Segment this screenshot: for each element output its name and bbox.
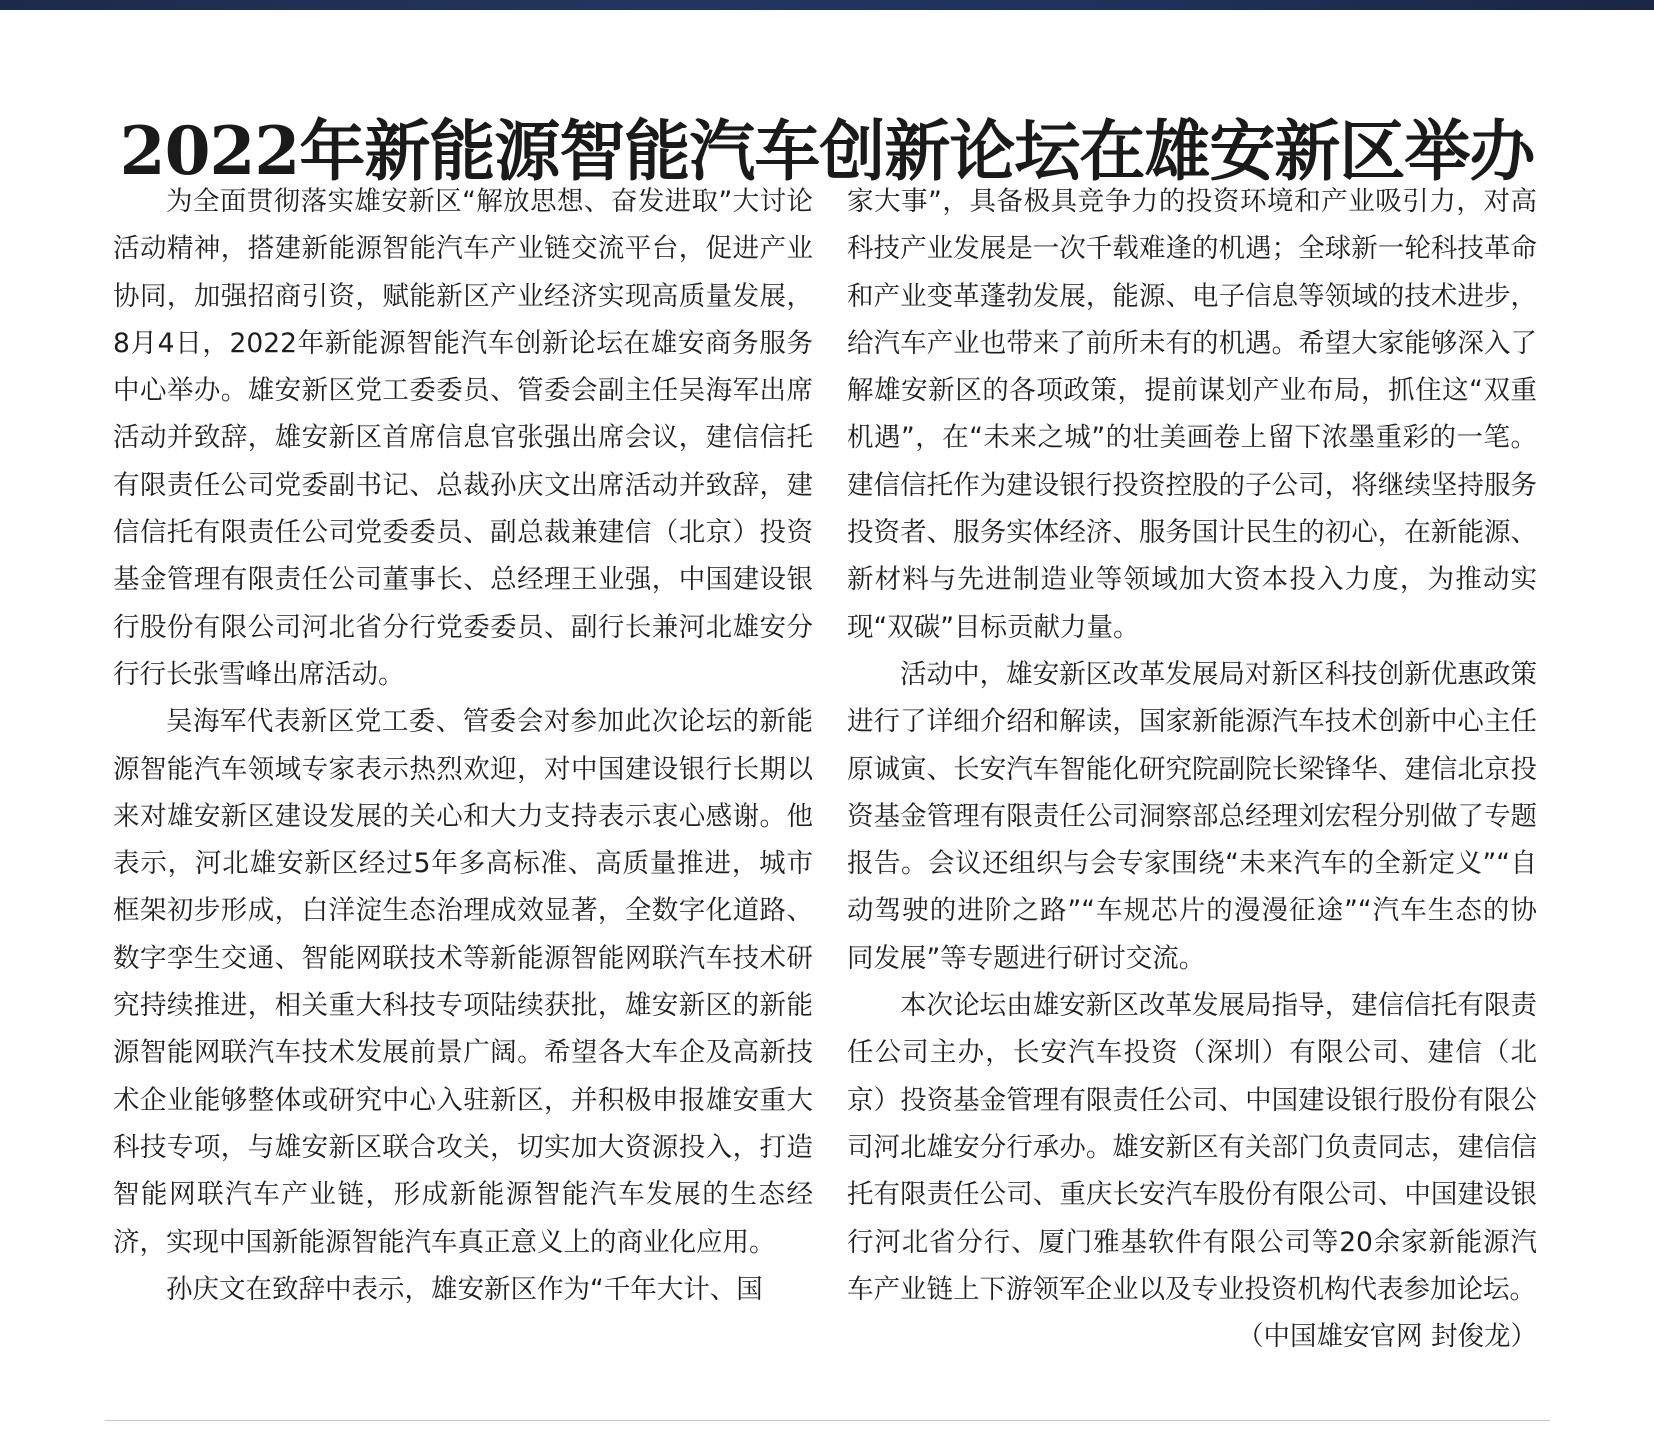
paragraph-4: 活动中，雄安新区改革发展局对新区科技创新优惠政策进行了详细介绍和解读，国家新能源汽车技术创新中心主任原诚寅、长安汽车智能化研究院副院长梁锋华、建信北京投资基金管理有限责任公司洞察部总经理刘宏程分别做了专题报告。会议还组织与会专家围绕“未来汽车的全新定义”“自动驾驶的进阶之路”“车规芯片的漫漫征途”“汽车生态的协同发展”等专题进行研讨交流。 [847, 658, 1537, 974]
right-column [847, 178, 1537, 1360]
bottom-divider [105, 1420, 1550, 1421]
paragraph-5-text: 本次论坛由雄安新区改革发展局指导，建信信托有限责任公司主办，长安汽车投资（深圳）有限公司、建信（北京）投资基金管理有限责任公司、中国建设银行股份有限公司河北雄安分行承办。雄安新区有关部门负责同志，建信信托有限责任公司、重庆长安汽车股份有限公司、中国建设银行河北省分行、厦门雅基软件有限公司等20余家新能源汽车产业链上下游领军企业以及专业投资机构代表参加论坛。 [847, 990, 1537, 1305]
left-column [113, 178, 813, 1313]
top-header-bar [0, 0, 1654, 10]
paragraph-3-continued: 家大事”，具备极具竞争力的投资环境和产业吸引力，对高科技产业发展是一次千载难逢的机遇；全球新一轮科技革命和产业变革蓬勃发展，能源、电子信息等领域的技术进步，给汽车产业也带来了前所未有的机遇。希望大家能够深入了解雄安新区的各项政策，提前谋划产业布局，抓住这“双重机遇”，在“未来之城”的壮美画卷上留下浓墨重彩的一笔。建信信托作为建设银行投资控股的子公司，将继续坚持服务投资者、服务实体经济、服务国计民生的初心，在新能源、新材料与先进制造业等领域加大资本投入力度，为推动实现“双碳”目标贡献力量。 [847, 186, 1537, 643]
paragraph-5 [847, 982, 1537, 1353]
article-title: 2022年新能源智能汽车创新论坛在雄安新区举办 [119, 112, 1535, 191]
paragraph-3-start: 孙庆文在致辞中表示，雄安新区作为“千年大计、国 [166, 1273, 763, 1305]
paragraph-2: 吴海军代表新区党工委、管委会对参加此次论坛的新能源智能汽车领域专家表示热烈欢迎，对中国建设银行长期以来对雄安新区建设发展的关心和大力支持表示衷心感谢。他表示，河北雄安新区经过5年多高标准、高质量推进，城市框架初步形成，白洋淀生态治理成效显著，全数字化道路、数字孪生交通、智能网联技术等新能源智能网联汽车技术研究持续推进，相关重大科技专项陆续获批，雄安新区的新能源智能网联汽车技术发展前景广阔。希望各大车企及高新技术企业能够整体或研究中心入驻新区，并积极申报雄安重大科技专项，与雄安新区联合攻关，切实加大资源投入，打造智能网联汽车产业链，形成新能源智能汽车发展的生态经济，实现中国新能源智能汽车真正意义上的商业化应用。 [113, 706, 813, 1258]
source-credit: （中国雄安官网 封俊龙） [1237, 1321, 1537, 1353]
paragraph-1: 为全面贯彻落实雄安新区“解放思想、奋发进取”大讨论活动精神，搭建新能源智能汽车产业链交流平台，促进产业协同，加强招商引资，赋能新区产业经济实现高质量发展，8月4日，2022年新能源智能汽车创新论坛在雄安商务服务中心举办。雄安新区党工委委员、管委会副主任吴海军出席活动并致辞，雄安新区首席信息官张强出席会议，建信信托有限责任公司党委副书记、总裁孙庆文出席活动并致辞，建信信托有限责任公司党委委员、副总裁兼建信（北京）投资基金管理有限责任公司董事长、总经理王业强，中国建设银行股份有限公司河北省分行党委委员、副行长兼河北雄安分行行长张雪峰出席活动。 [113, 186, 813, 690]
